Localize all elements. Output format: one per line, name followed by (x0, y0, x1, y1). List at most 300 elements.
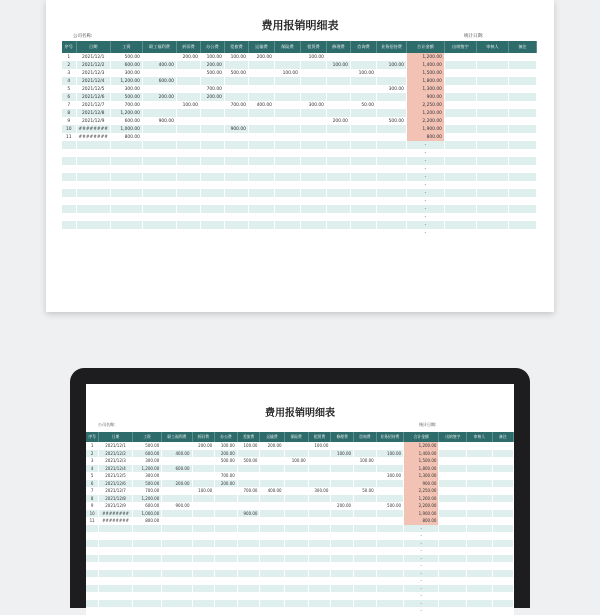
table-cell-laptop (331, 465, 354, 473)
table-cell (350, 125, 376, 133)
empty-cell-laptop (376, 585, 403, 593)
empty-cell-laptop (260, 592, 284, 600)
empty-cell-laptop (99, 577, 132, 585)
total-cell-laptop: 1,200.00 (404, 442, 439, 450)
table-cell (176, 133, 200, 141)
empty-row (62, 213, 536, 221)
table-cell-laptop (237, 502, 260, 510)
empty-cell-laptop (99, 592, 132, 600)
empty-cell (200, 181, 224, 189)
empty-cell-laptop (308, 585, 331, 593)
table-cell-laptop (192, 495, 215, 503)
table-cell-laptop (260, 465, 284, 473)
table-cell (508, 53, 536, 61)
empty-cell (376, 221, 406, 229)
table-cell-laptop (215, 465, 238, 473)
empty-cell (62, 165, 76, 173)
table-row-laptop (86, 472, 514, 480)
column-header-laptop: 工资 (132, 432, 162, 442)
total-cell-laptop: 800.00 (404, 517, 439, 525)
table-cell: 400.00 (248, 101, 274, 109)
table-cell: 2021/12/4 (76, 77, 110, 85)
empty-cell (508, 173, 536, 181)
table-cell-laptop: 2021/12/5 (99, 472, 132, 480)
table-cell-laptop (284, 517, 308, 525)
empty-cell (376, 181, 406, 189)
empty-cell (248, 173, 274, 181)
table-cell-laptop (467, 465, 492, 473)
table-cell-laptop: 300.00 (132, 472, 162, 480)
empty-row (62, 157, 536, 165)
empty-cell-laptop (284, 585, 308, 593)
table-header (62, 41, 536, 53)
table-cell-laptop (162, 457, 192, 465)
empty-cell-laptop (162, 525, 192, 533)
table-cell-laptop: 500.00 (215, 457, 238, 465)
empty-cell (300, 197, 326, 205)
empty-cell-laptop (132, 607, 162, 615)
page-title-laptop: 费用报销明细表 (265, 408, 335, 419)
empty-row (62, 149, 536, 157)
empty-total-cell-laptop: - (404, 585, 439, 593)
table-cell-laptop (260, 502, 284, 510)
table-cell (274, 85, 300, 93)
total-cell-laptop: 900.00 (404, 480, 439, 488)
empty-cell (248, 197, 274, 205)
empty-cell-laptop (439, 607, 467, 615)
table-cell-laptop: 50.00 (354, 487, 377, 495)
table-cell (350, 117, 376, 125)
empty-cell-laptop (99, 600, 132, 608)
empty-cell (326, 181, 350, 189)
table-cell (326, 93, 350, 101)
table-cell (300, 77, 326, 85)
empty-cell-laptop (215, 585, 238, 593)
empty-total-cell-laptop: - (404, 592, 439, 600)
table-cell-laptop (376, 480, 403, 488)
empty-cell-laptop (99, 607, 132, 615)
table-cell-laptop (162, 442, 192, 450)
table-cell-laptop (492, 517, 513, 525)
empty-cell (326, 165, 350, 173)
table-cell-laptop: 1 (86, 442, 99, 450)
empty-cell (142, 165, 176, 173)
empty-cell (300, 165, 326, 173)
empty-cell-laptop (331, 547, 354, 555)
table-cell-laptop (192, 457, 215, 465)
empty-cell-laptop (467, 585, 492, 593)
table-cell: 400.00 (142, 61, 176, 69)
empty-cell-laptop (331, 592, 354, 600)
table-row-laptop (86, 457, 514, 465)
table-cell-laptop (492, 487, 513, 495)
table-cell-laptop (215, 502, 238, 510)
empty-cell (326, 197, 350, 205)
table-cell-laptop: 2 (86, 450, 99, 458)
table-cell-laptop: 1,200.00 (132, 495, 162, 503)
table-cell-laptop (354, 465, 377, 473)
empty-cell-laptop (162, 540, 192, 548)
table-cell-laptop: 100.00 (331, 450, 354, 458)
empty-cell (200, 165, 224, 173)
empty-cell-laptop (192, 607, 215, 615)
empty-cell (376, 149, 406, 157)
empty-cell-laptop (260, 562, 284, 570)
empty-cell-laptop (260, 600, 284, 608)
empty-cell (62, 229, 76, 237)
column-header-laptop: 差旅费 (237, 432, 260, 442)
empty-row-laptop (86, 532, 514, 540)
table-cell (176, 69, 200, 77)
table-cell (376, 77, 406, 85)
empty-cell-laptop (376, 607, 403, 615)
empty-cell-laptop (439, 600, 467, 608)
column-header: 职工福利费 (142, 41, 176, 53)
empty-cell-laptop (99, 585, 132, 593)
empty-cell-laptop (86, 540, 99, 548)
table-cell-laptop: 3 (86, 457, 99, 465)
empty-cell-laptop (260, 540, 284, 548)
empty-cell (76, 141, 110, 149)
table-cell (200, 101, 224, 109)
empty-cell (300, 149, 326, 157)
table-cell-laptop (439, 442, 467, 450)
table-cell-laptop (492, 510, 513, 518)
empty-cell-laptop (99, 570, 132, 578)
table-cell-laptop: 400.00 (162, 450, 192, 458)
column-header-laptop: 审核人 (467, 432, 492, 442)
table-cell-laptop (331, 495, 354, 503)
empty-cell (376, 197, 406, 205)
table-row (62, 93, 536, 101)
table-cell (350, 109, 376, 117)
table-cell: 2 (62, 61, 76, 69)
table-cell (224, 117, 248, 125)
table-cell-laptop (376, 510, 403, 518)
empty-cell (142, 189, 176, 197)
empty-cell-laptop (354, 525, 377, 533)
empty-cell (444, 221, 476, 229)
empty-cell (176, 197, 200, 205)
empty-cell (326, 205, 350, 213)
table-cell (326, 109, 350, 117)
table-cell-laptop (492, 442, 513, 450)
column-header: 办公费 (200, 41, 224, 53)
empty-cell-laptop (162, 607, 192, 615)
table-row-laptop (86, 450, 514, 458)
table-cell-laptop: 700.00 (132, 487, 162, 495)
empty-cell-laptop (376, 562, 403, 570)
empty-cell-laptop (376, 577, 403, 585)
empty-total-cell: - (406, 157, 444, 165)
table-cell-laptop (492, 450, 513, 458)
table-cell-laptop (376, 442, 403, 450)
empty-cell (274, 165, 300, 173)
table-cell (326, 101, 350, 109)
empty-cell (444, 229, 476, 237)
empty-cell (224, 221, 248, 229)
empty-cell (76, 189, 110, 197)
empty-row (62, 205, 536, 213)
table-cell-laptop (284, 472, 308, 480)
table-cell (326, 77, 350, 85)
empty-cell-laptop (331, 577, 354, 585)
table-cell: 200.00 (248, 53, 274, 61)
table-cell (248, 93, 274, 101)
empty-cell (350, 197, 376, 205)
empty-cell (110, 181, 142, 189)
table-cell-laptop: 100.00 (215, 442, 238, 450)
table-cell (274, 125, 300, 133)
empty-cell-laptop (308, 600, 331, 608)
empty-total-cell: - (406, 189, 444, 197)
empty-total-cell-laptop: - (404, 562, 439, 570)
table-cell-laptop: 500.00 (132, 480, 162, 488)
table-cell-laptop: 2021/12/2 (99, 450, 132, 458)
empty-cell-laptop (86, 592, 99, 600)
empty-cell (326, 141, 350, 149)
empty-cell-laptop (162, 562, 192, 570)
table-cell-laptop: 6 (86, 480, 99, 488)
empty-cell (274, 229, 300, 237)
empty-cell (350, 229, 376, 237)
empty-cell-laptop (162, 532, 192, 540)
table-cell: 100.00 (224, 53, 248, 61)
empty-cell (200, 189, 224, 197)
empty-cell-laptop (260, 547, 284, 555)
table-cell-laptop (492, 472, 513, 480)
table-cell: 2021/12/7 (76, 101, 110, 109)
table-cell: 500.00 (110, 93, 142, 101)
empty-cell (508, 141, 536, 149)
table-cell (350, 85, 376, 93)
table-cell-laptop (492, 502, 513, 510)
empty-row-laptop (86, 547, 514, 555)
empty-cell-laptop (354, 607, 377, 615)
table-cell-laptop: 9 (86, 502, 99, 510)
page-title: 费用报销明细表 (261, 19, 339, 32)
table-cell (508, 109, 536, 117)
table-cell-laptop: 200.00 (192, 442, 215, 450)
empty-cell-laptop (439, 577, 467, 585)
table-cell-laptop (284, 502, 308, 510)
empty-cell-laptop (439, 555, 467, 563)
column-header: 差旅费 (224, 41, 248, 53)
table-cell (476, 85, 508, 93)
table-cell (142, 109, 176, 117)
table-cell (444, 69, 476, 77)
empty-cell (300, 181, 326, 189)
empty-cell-laptop (467, 570, 492, 578)
company-label-laptop: 公司名称: (98, 422, 116, 427)
table-cell-laptop: 2021/12/3 (99, 457, 132, 465)
table-cell-laptop: 600.00 (132, 450, 162, 458)
empty-cell-laptop (192, 555, 215, 563)
table-cell-laptop (162, 472, 192, 480)
empty-cell-laptop (308, 540, 331, 548)
empty-cell (376, 205, 406, 213)
empty-cell (248, 165, 274, 173)
table-cell: 900.00 (224, 125, 248, 133)
table-cell-laptop: 200.00 (260, 442, 284, 450)
empty-row-laptop (86, 540, 514, 548)
table-cell (476, 109, 508, 117)
empty-row-laptop (86, 562, 514, 570)
table-cell-laptop (260, 450, 284, 458)
table-cell-laptop (439, 502, 467, 510)
empty-row (62, 141, 536, 149)
empty-cell-laptop (237, 570, 260, 578)
table-cell (444, 93, 476, 101)
table-cell-laptop (467, 487, 492, 495)
empty-cell (444, 141, 476, 149)
empty-cell-laptop (99, 525, 132, 533)
table-cell (248, 125, 274, 133)
empty-cell-laptop (237, 555, 260, 563)
spreadsheet-preview (46, 0, 554, 312)
table-cell (508, 85, 536, 93)
empty-cell (142, 197, 176, 205)
empty-cell-laptop (192, 562, 215, 570)
table-cell (248, 85, 274, 93)
empty-cell (376, 229, 406, 237)
column-header: 咨询费 (350, 41, 376, 53)
table-cell-laptop: 10 (86, 510, 99, 518)
empty-cell (142, 205, 176, 213)
empty-cell (376, 173, 406, 181)
table-cell (444, 109, 476, 117)
table-cell-laptop (284, 495, 308, 503)
empty-cell-laptop (492, 562, 513, 570)
empty-cell-laptop (132, 585, 162, 593)
table-cell-laptop (237, 465, 260, 473)
empty-cell-laptop (260, 555, 284, 563)
table-cell-laptop: ######## (99, 510, 132, 518)
table-cell: 5 (62, 85, 76, 93)
table-cell (200, 125, 224, 133)
empty-cell-laptop (284, 547, 308, 555)
column-header-laptop: 运输费 (260, 432, 284, 442)
total-cell: 1,900.00 (406, 125, 444, 133)
empty-cell (62, 149, 76, 157)
empty-cell-laptop (467, 532, 492, 540)
table-cell-laptop (439, 487, 467, 495)
empty-cell (444, 189, 476, 197)
empty-row-laptop (86, 577, 514, 585)
table-cell-laptop (492, 457, 513, 465)
empty-cell (476, 205, 508, 213)
empty-cell-laptop (492, 592, 513, 600)
empty-cell-laptop (192, 532, 215, 540)
table-cell-laptop (162, 495, 192, 503)
table-row (62, 109, 536, 117)
table-cell-laptop: 2021/12/7 (99, 487, 132, 495)
table-cell: 1,200.00 (110, 77, 142, 85)
empty-cell-laptop (467, 525, 492, 533)
empty-cell (76, 213, 110, 221)
empty-cell-laptop (237, 532, 260, 540)
empty-cell (76, 157, 110, 165)
empty-cell-laptop (492, 585, 513, 593)
table-row-laptop (86, 465, 514, 473)
table-cell: 1 (62, 53, 76, 61)
table-cell (444, 117, 476, 125)
empty-cell (224, 229, 248, 237)
empty-cell-laptop (162, 570, 192, 578)
table-cell: ######## (76, 125, 110, 133)
empty-cell-laptop (86, 547, 99, 555)
empty-cell-laptop (284, 562, 308, 570)
empty-cell-laptop (162, 585, 192, 593)
total-cell-laptop: 2,200.00 (404, 502, 439, 510)
table-cell-laptop (376, 495, 403, 503)
empty-cell (200, 173, 224, 181)
empty-cell (376, 157, 406, 165)
empty-cell (142, 221, 176, 229)
empty-total-cell: - (406, 149, 444, 157)
empty-cell (326, 213, 350, 221)
empty-cell-laptop (331, 555, 354, 563)
table-cell (350, 53, 376, 61)
table-cell-laptop (284, 510, 308, 518)
table-row-laptop (86, 480, 514, 488)
table-cell (142, 133, 176, 141)
empty-cell-laptop (99, 547, 132, 555)
column-header-laptop: 合计金额 (404, 432, 439, 442)
table-cell (274, 53, 300, 61)
empty-cell-laptop (215, 577, 238, 585)
table-cell (200, 133, 224, 141)
table-cell-laptop: ######## (99, 517, 132, 525)
table-row (62, 85, 536, 93)
empty-cell-laptop (215, 525, 238, 533)
empty-cell-laptop (308, 607, 331, 615)
empty-cell-laptop (376, 592, 403, 600)
column-header-laptop: 租赁费 (308, 432, 331, 442)
empty-cell-laptop (215, 547, 238, 555)
empty-cell-laptop (132, 600, 162, 608)
empty-cell-laptop (308, 532, 331, 540)
empty-cell (200, 229, 224, 237)
table-cell-laptop (260, 495, 284, 503)
column-header: 租赁费 (300, 41, 326, 53)
column-header: 审核人 (476, 41, 508, 53)
table-row-laptop (86, 487, 514, 495)
empty-cell (350, 165, 376, 173)
table-cell-laptop (331, 487, 354, 495)
empty-cell (176, 149, 200, 157)
empty-cell-laptop (354, 585, 377, 593)
empty-cell (76, 197, 110, 205)
table-cell-laptop: 700.00 (237, 487, 260, 495)
empty-cell (508, 197, 536, 205)
empty-cell-laptop (132, 555, 162, 563)
table-cell (508, 93, 536, 101)
empty-cell-laptop (86, 600, 99, 608)
empty-cell (274, 141, 300, 149)
empty-cell-laptop (439, 540, 467, 548)
empty-cell (142, 229, 176, 237)
table-cell-laptop (439, 450, 467, 458)
empty-cell (248, 189, 274, 197)
empty-cell (274, 197, 300, 205)
expense-table-laptop (86, 432, 514, 615)
empty-cell-laptop (492, 540, 513, 548)
empty-cell (224, 165, 248, 173)
table-cell: 700.00 (110, 101, 142, 109)
table-cell-laptop (192, 510, 215, 518)
table-cell (376, 109, 406, 117)
